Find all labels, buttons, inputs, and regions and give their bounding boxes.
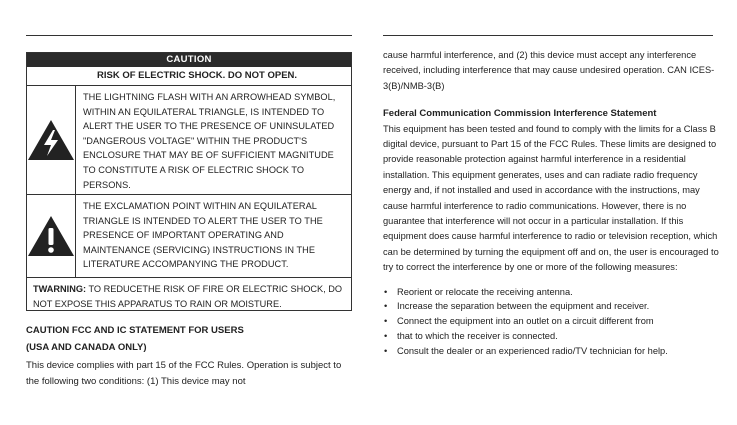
list-item: • Connect the equipment into an outlet on a circuit different from: [383, 314, 723, 329]
fcc-ic-heading-line2: (USA AND CANADA ONLY): [26, 342, 147, 353]
lightning-warning-icon: [27, 119, 75, 161]
measures-list: [383, 285, 723, 359]
bullet-icon: •: [384, 316, 388, 327]
caution-box: [26, 52, 352, 311]
bullet-icon: •: [384, 286, 388, 297]
fcc-paragraph: This device complies with part 15 of the FCC Rules. Operation is subject to the following two conditions: (1) This device may not: [26, 360, 342, 387]
continuation-paragraph: cause harmful interference, and (2) this device must accept any interference received, including interference that may cause undesired operation. CAN ICES-3(B)/NMB-3(B): [383, 50, 715, 91]
bullet-icon: •: [384, 331, 388, 342]
list-item: • Consult the dealer or an experienced radio/TV technician for help.: [383, 344, 723, 359]
exclamation-warning-row: [27, 195, 351, 278]
list-item: • that to which the receiver is connected.: [383, 329, 723, 344]
list-item: • Increase the separation between the equipment and receiver.: [383, 299, 723, 314]
fcc-interference-body: This equipment has been tested and found to comply with the limits for a Class B digital device, pursuant to Part 15 of the FCC Rules. These limits are designed to provide reasonable protection against harmful interference in a residential installation. This equipment generates, uses and can radiate radio frequency energy and, if not installed and used in accordance with the instructions, may cause harmful interference to radio communications. However, there is no guarantee that interference will not occur in a particular installation. If this equipment does cause harmful interference to radio or television reception, which can be determined by turning the equipment off and on, the user is encouraged to try to correct the interference by one or more of the following measures:: [383, 123, 719, 273]
right-column: [383, 48, 723, 359]
caution-subtitle: RISK OF ELECTRIC SHOCK. DO NOT OPEN.: [27, 67, 351, 86]
twarning-note: [27, 278, 351, 311]
list-item: • Reorient or relocate the receiving antenna.: [383, 285, 723, 300]
fcc-ic-heading-line1: CAUTION FCC AND IC STATEMENT FOR USERS: [26, 325, 244, 336]
lightning-warning-text: THE LIGHTNING FLASH WITH AN ARROWHEAD SYMBOL, WITHIN AN EQUILATERAL TRIANGLE, IS INTENDED TO ALERT THE USER TO THE PRESENCE OF UNINSULATED "DANGEROUS VOLTAGE" WITHIN THE PRODUCT'S ENCLOSURE THAT MAY BE OF SUFFICIENT MAGNITUDE TO CONSTITUTE A RISK OF ELECTRIC SHOCK TO PERSONS.: [83, 92, 336, 190]
caution-title: CAUTION: [27, 53, 351, 67]
top-rule-left: [26, 35, 352, 36]
twarning-text: TO REDUCETHE RISK OF FIRE OR ELECTRIC SHOCK, DO NOT EXPOSE THIS APPARATUS TO RAIN OR MOISTURE.: [33, 284, 342, 309]
bullet-icon: •: [384, 301, 388, 312]
top-rule-right: [383, 35, 713, 36]
exclamation-warning-text: THE EXCLAMATION POINT WITHIN AN EQUILATERAL TRIANGLE IS INTENDED TO ALERT THE USER TO THE PRESENCE OF IMPORTANT OPERATING AND MAINTENANCE (SERVICING) INSTRUCTIONS IN THE LITERATURE ACCOMPANYING THE PRODUCT.: [83, 201, 323, 270]
lightning-warning-row: [27, 86, 351, 195]
exclamation-warning-icon: [27, 215, 75, 257]
bullet-icon: •: [384, 345, 388, 356]
fcc-ic-heading: [26, 322, 244, 356]
twarning-label: TWARNING:: [33, 284, 87, 294]
fcc-interference-heading: Federal Communication Commission Interference Statement: [383, 108, 657, 120]
